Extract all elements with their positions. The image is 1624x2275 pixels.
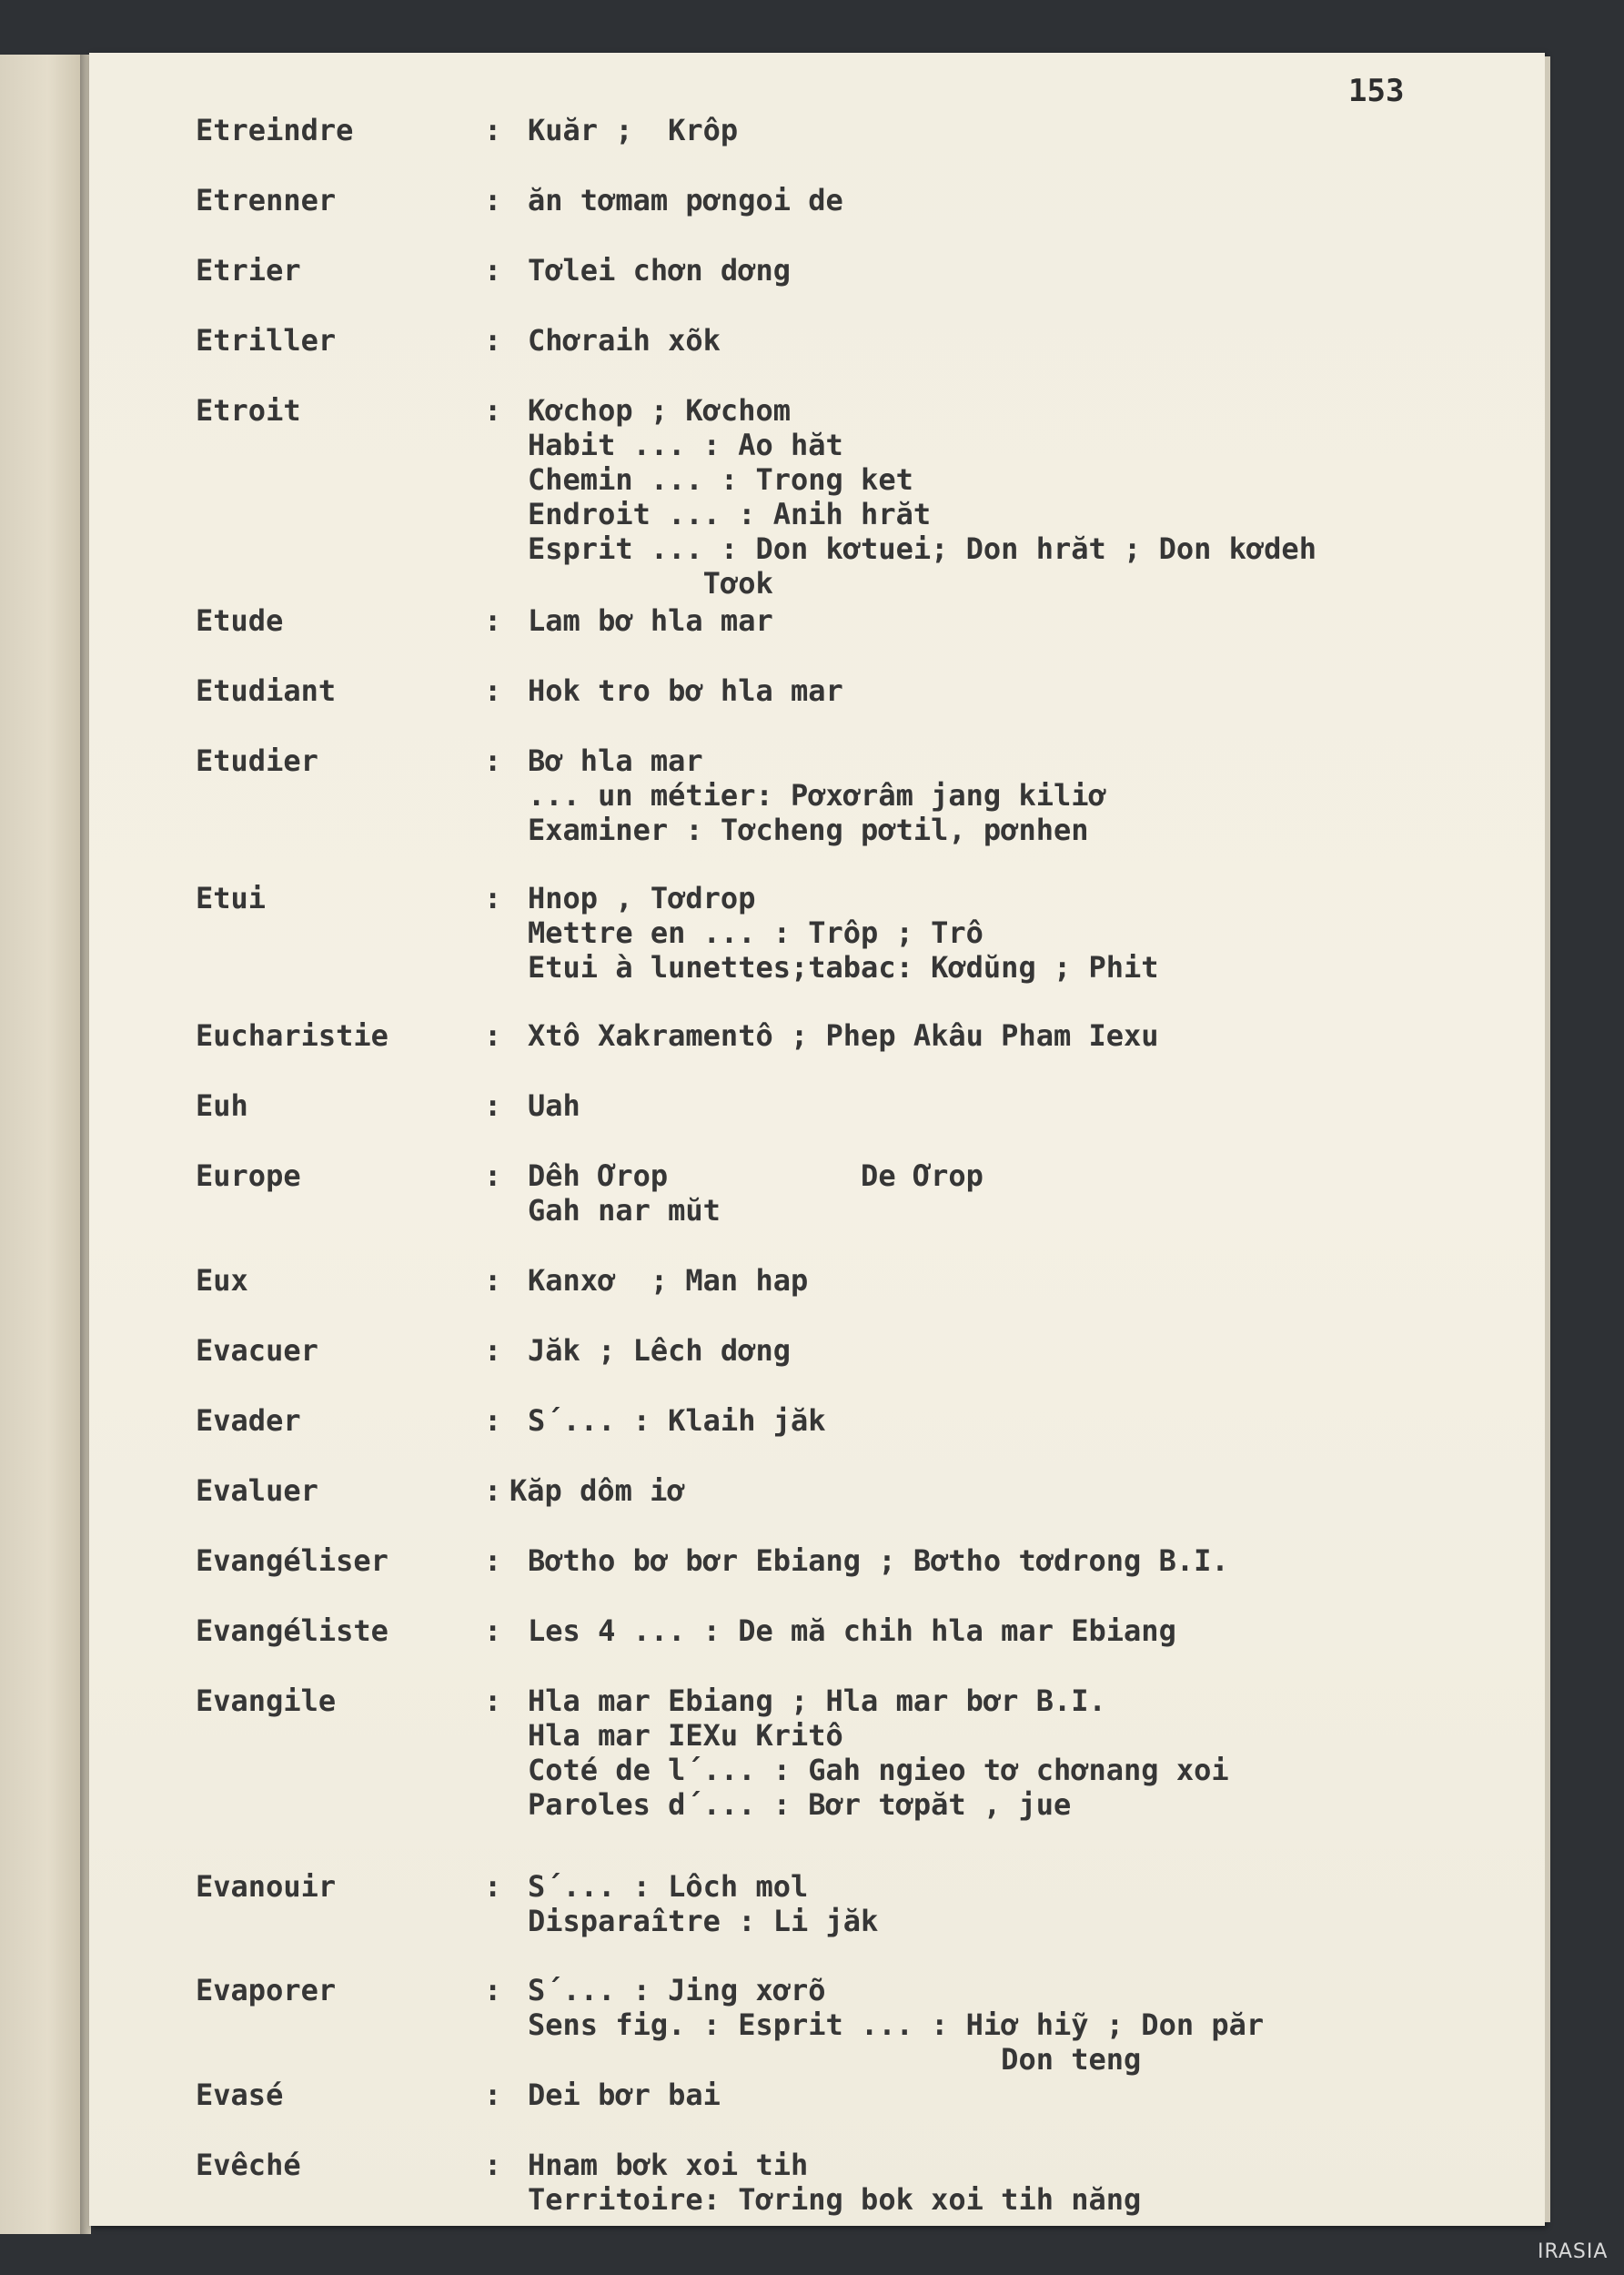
entry-definition: [528, 1158, 983, 1228]
definition-line: Bơtho bơ bơr Ebiang ; Bơtho tơdrong B.I.: [528, 1543, 1229, 1578]
entry-definition: [528, 393, 1316, 601]
definition-line: Xtô Xakramentô ; Phep Akâu Pham Iexu: [528, 1018, 1159, 1053]
entry-definition: [528, 323, 721, 358]
entry-term: Etrier: [196, 253, 301, 288]
definition-line: Gah nar mŭt: [528, 1193, 721, 1228]
watermark: IRASIA: [1538, 2240, 1609, 2263]
entry-term: Etui: [196, 881, 267, 915]
definition-line: Habit ... : Ao hăt: [528, 428, 843, 462]
definition-line: S´... : Klaih jăk: [528, 1403, 826, 1438]
definition-line: Hla mar IEXu Kritô: [528, 1718, 843, 1753]
entry-definition: [528, 2078, 721, 2112]
definition-line: Examiner : Tơcheng pơtil, pơnhen: [528, 813, 1089, 847]
definition-line: Tơlei chơn dơng: [528, 253, 791, 288]
entry-separator: :: [484, 603, 502, 638]
entry-definition: [528, 253, 791, 288]
definition-line: Uah: [528, 1088, 580, 1123]
entry-separator: :: [484, 1473, 502, 1508]
entry-separator: :: [484, 253, 502, 288]
entry-term: Europe: [196, 1158, 301, 1193]
entry-separator: :: [484, 1333, 502, 1368]
definition-line: Don teng: [528, 2042, 1142, 2077]
entry-definition: [528, 1543, 1229, 1578]
definition-line: Lam bơ hla mar: [528, 603, 773, 638]
entry-definition: [528, 743, 1106, 847]
entry-separator: :: [484, 1158, 502, 1193]
definition-line: Les 4 ... : De mă chih hla mar Ebiang: [528, 1613, 1176, 1648]
entry-term: Etroit: [196, 393, 301, 428]
entry-separator: :: [484, 113, 502, 147]
definition-line: Bơ hla mar: [528, 743, 703, 778]
entry-separator: :: [484, 393, 502, 428]
entry-definition: [528, 881, 1159, 985]
definition-line: Kăp dôm iơ: [509, 1473, 685, 1508]
entry-definition: [528, 1018, 1159, 1053]
definition-line: Jăk ; Lêch dơng: [528, 1333, 791, 1368]
entry-term: Euh: [196, 1088, 248, 1123]
definition-line: Coté de l´... : Gah ngieo tơ chơnang xoi: [528, 1753, 1229, 1787]
entry-term: Etudier: [196, 743, 318, 778]
definition-line: Tơok: [528, 566, 773, 601]
definition-line: Esprit ... : Don kơtuei; Don hrăt ; Don kơdeh: [528, 531, 1316, 566]
entry-term: Evêché: [196, 2148, 301, 2182]
definition-line: S´... : Lôch mol: [528, 1869, 809, 1904]
entry-definition: [528, 1088, 580, 1123]
definition-line: S´... : Jing xơrõ: [528, 1973, 826, 2007]
entry-separator: :: [484, 2078, 502, 2112]
entry-definition: [528, 1263, 808, 1298]
entry-separator: :: [484, 1543, 502, 1578]
definition-line: ... un métier: Pơxơrâm jang kiliơ: [528, 778, 1106, 813]
entry-term: Etrenner: [196, 183, 337, 217]
definition-line: Territoire: Tơring bok xoi tih năng: [528, 2182, 1142, 2217]
entry-definition: [509, 1473, 685, 1508]
entry-separator: :: [484, 1088, 502, 1123]
definition-line: Kơchop ; Kơchom: [528, 393, 791, 428]
entry-separator: :: [484, 1018, 502, 1053]
entry-definition: [528, 113, 738, 147]
entry-separator: :: [484, 183, 502, 217]
entry-term: Evasé: [196, 2078, 284, 2112]
definition-line: Endroit ... : Anih hrăt: [528, 497, 932, 531]
entry-separator: :: [484, 1973, 502, 2007]
entry-definition: [528, 1333, 791, 1368]
entry-definition: [528, 603, 773, 638]
entry-term: Evaluer: [196, 1473, 318, 1508]
entry-term: Evaporer: [196, 1973, 337, 2007]
entry-term: Evangéliste: [196, 1613, 388, 1648]
definition-line: Dei bơr bai: [528, 2078, 721, 2112]
entry-term: Eucharistie: [196, 1018, 388, 1053]
entry-term: Evader: [196, 1403, 301, 1438]
definition-line: Paroles d´... : Bơr tơpăt , jue: [528, 1787, 1072, 1822]
definition-line: Disparaître : Li jăk: [528, 1904, 879, 1938]
entry-definition: [528, 1684, 1229, 1822]
definition-line: Dêh Ơrop De Ơrop: [528, 1158, 983, 1193]
entry-separator: :: [484, 323, 502, 358]
entry-definition: [528, 673, 843, 708]
entry-term: Etudiant: [196, 673, 337, 708]
definition-line: Kuăr ; Krôp: [528, 113, 739, 147]
entry-separator: :: [484, 2148, 502, 2182]
entry-definition: [528, 2148, 1141, 2217]
entry-term: Eux: [196, 1263, 248, 1298]
entry-separator: :: [484, 1684, 502, 1718]
entry-separator: :: [484, 1403, 502, 1438]
entry-term: Evangile: [196, 1684, 337, 1718]
definition-line: Etui à lunettes;tabac: Kơdŭng ; Phit: [528, 950, 1159, 985]
entry-definition: [528, 1403, 826, 1438]
definition-line: Chơraih xõk: [528, 323, 721, 358]
definition-line: Hnam bơk xoi tih: [528, 2148, 809, 2182]
entry-term: Etude: [196, 603, 284, 638]
definition-line: Chemin ... : Trong ket: [528, 462, 913, 497]
entry-term: Etreindre: [196, 113, 354, 147]
entry-term: Evanouir: [196, 1869, 337, 1904]
entry-term: Evacuer: [196, 1333, 318, 1368]
definition-line: Mettre en ... : Trôp ; Trô: [528, 915, 983, 950]
definition-line: Hla mar Ebiang ; Hla mar bơr B.I.: [528, 1684, 1106, 1718]
entry-separator: :: [484, 881, 502, 915]
entry-definition: [528, 1973, 1264, 2077]
entry-separator: :: [484, 1869, 502, 1904]
definition-line: ăn tơmam pơngoi de: [528, 183, 843, 217]
entry-definition: [528, 1869, 878, 1938]
entry-separator: :: [484, 673, 502, 708]
definition-line: Hnop , Tơdrop: [528, 881, 756, 915]
definition-line: Kanxơ ; Man hap: [528, 1263, 809, 1298]
entry-term: Etriller: [196, 323, 337, 358]
entry-definition: [528, 183, 843, 217]
entry-separator: :: [484, 743, 502, 778]
entry-term: Evangéliser: [196, 1543, 388, 1578]
entry-separator: :: [484, 1613, 502, 1648]
entry-separator: :: [484, 1263, 502, 1298]
page-number: 153: [1348, 73, 1405, 109]
entry-definition: [528, 1613, 1176, 1648]
definition-line: Hok tro bơ hla mar: [528, 673, 843, 708]
definition-line: Sens fig. : Esprit ... : Hiơ hiỹ ; Don păr: [528, 2007, 1265, 2042]
